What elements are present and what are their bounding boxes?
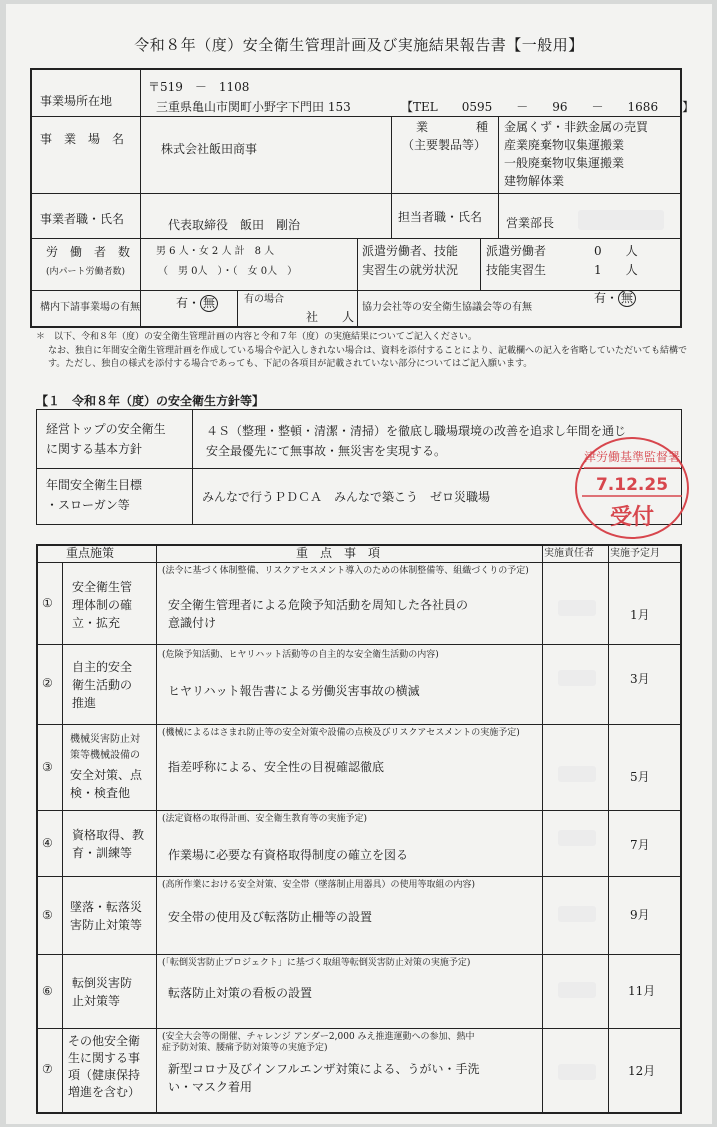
col-header-item: 重 点 事 項 [296, 546, 381, 560]
row-2-measure-3: 推進 [72, 696, 97, 710]
row-2-measure: 自主的安全 [72, 660, 133, 674]
policy-label: 経営トップの安全衛生 [46, 422, 166, 436]
row-5-measure: 墜落・転落災 [70, 900, 143, 914]
section-1-heading: 【１ 令和８年（度）の安全衛生方針等】 [36, 394, 265, 408]
workers-count: 男 6 人・女 2 人 計 8 人 [156, 246, 275, 257]
row-7-measure-2: 生に関する事 [68, 1051, 141, 1065]
row-1-responsible-redacted [558, 600, 596, 616]
row-5-content: 安全帯の使用及び転落防止柵等の設置 [168, 910, 373, 924]
contact-label: 担当者職・氏名 [398, 210, 483, 224]
row-7-note: (安全大会等の開催、チャレンジ アンダー2,000 みえ推進運動への参加、熱中 [162, 1032, 475, 1042]
subcontract-count: 社 人 [306, 310, 355, 324]
industry-item: 建物解体業 [504, 174, 565, 188]
goal-label-2: ・スローガン等 [46, 498, 130, 512]
address: 三重県亀山市関町小野字下門田 153 [156, 100, 351, 114]
company-name: 株式会社飯田商事 [161, 142, 258, 156]
row-4-month: 7月 [630, 838, 650, 852]
row-3-measure-3: 安全対策、点 [70, 768, 143, 782]
row-2-number: ② [42, 676, 53, 690]
row-3-measure: 機械災害防止対 [70, 734, 140, 745]
council-yes: 有 [594, 291, 607, 305]
goal-text: みんなで行うＰＤＣＡ みんなで築こう ゼロ災職場 [202, 490, 491, 504]
row-1-content-2: 意識付け [168, 616, 217, 630]
document-title: 令和８年（度）安全衛生管理計画及び実施結果報告書【一般用】 [134, 36, 584, 54]
stamp-received: 受付 [609, 505, 655, 530]
owner-label: 事業者職・氏名 [40, 212, 125, 226]
row-6-measure: 転倒災害防 [72, 976, 133, 990]
goal-label: 年間安全衛生目標 [46, 478, 143, 492]
row-3-number: ③ [42, 760, 53, 774]
subcontract-no-circled: 無 [200, 295, 218, 312]
row-2-measure-2: 衛生活動の [72, 678, 133, 692]
workers-sub-label: (内パート労働者数) [46, 267, 126, 277]
workplace-label: 事 業 場 名 [40, 132, 125, 146]
row-7-measure-4: 増進を含む） [68, 1085, 141, 1099]
postal-code: 〒519 － 1108 [148, 80, 250, 94]
row-4-measure: 資格取得、教 [72, 828, 145, 842]
row-7-content-2: い・マスク着用 [168, 1080, 253, 1094]
col-header-measure: 重点施策 [66, 546, 115, 560]
industry-item: 金属くず・非鉄金属の売買 [504, 120, 649, 134]
col-header-responsible: 実施責任者 [544, 548, 594, 559]
row-5-measure-2: 害防止対策等 [70, 918, 143, 932]
row-6-measure-2: 止対策等 [72, 994, 121, 1008]
redacted-name [578, 210, 664, 230]
row-5-month: 9月 [630, 908, 650, 922]
subcontract-label: 構内下請事業場の有無 [40, 302, 140, 313]
industry-sub: （主要製品等） [402, 138, 487, 152]
row-3-measure-4: 検・検査他 [70, 786, 131, 800]
row-4-number: ④ [42, 836, 53, 850]
industry-item: 一般廃棄物収集運搬業 [504, 156, 625, 170]
row-6-number: ⑥ [42, 984, 53, 998]
row-3-content: 指差呼称による、安全性の目視確認徹底 [168, 760, 385, 774]
policy-text: ４Ｓ（整理・整頓・清潔・清掃）を徹底し職場環境の改善を追求し年間を通じ [206, 424, 627, 438]
telephone: 【TEL 0595 － 96 － 1686 】 [401, 100, 695, 114]
row-7-responsible-redacted [558, 1064, 596, 1080]
row-4-measure-2: 育・訓練等 [72, 846, 133, 860]
subcontract-yes: 有 [176, 296, 189, 310]
stamp-office: 津労働基準監督署 [583, 450, 681, 464]
row-1-measure-2: 理体制の確 [72, 598, 133, 612]
owner-name: 代表取締役 飯田 剛治 [168, 218, 301, 232]
reception-stamp [574, 436, 690, 540]
row-4-responsible-redacted [558, 830, 596, 846]
dispatch-workers: 派遣労働者 0 人 [486, 244, 638, 258]
row-4-content: 作業場に必要な有資格取得制度の確立を図る [168, 848, 409, 862]
part-workers-count: （ 男 0人 ）・（ 女 0人 ） [158, 266, 298, 277]
col-header-month: 実施予定月 [610, 548, 660, 559]
council-no-circled: 無 [618, 290, 636, 307]
row-6-month: 11月 [628, 984, 656, 998]
report-page [6, 4, 712, 1124]
subcontract-if: 有の場合 [244, 294, 284, 305]
policy-text-2: 安全最優先にて無事故・無災害を実現する。 [206, 444, 447, 458]
row-6-responsible-redacted [558, 982, 596, 998]
trainees: 技能実習生 1 人 [486, 263, 638, 277]
row-3-note: (機械によるはさまれ防止等の安全対策や設備の点検及びリスクアセスメントの実施予定) [162, 728, 520, 738]
row-1-measure: 安全衛生管 [72, 580, 133, 594]
row-2-note: (危険予知活動、ヒヤリハット活動等の自主的な安全衛生活動の内容) [162, 650, 439, 660]
row-2-responsible-redacted [558, 670, 596, 686]
workers-label: 労 働 者 数 [46, 245, 131, 259]
note-line: ＊ 以下、令和８年（度）の安全衛生管理計画の内容と令和７年（度）の実施結果についてご記入ください。 [36, 332, 477, 342]
note-detail: なお、独自に年間安全衛生管理計画を作成している場合や記入しきれない場合は、資料を添付することにより、記載欄への記入を省略していただいても結構です。ただし、独自の様式を添付する場合であっても、下記の各項目が記載されていない部分についてはご記入願います。 [48, 346, 688, 369]
row-7-measure-3: 項（健康保持 [68, 1068, 141, 1082]
industry-label: 業 種 [416, 120, 489, 134]
dispatch-label-2: 実習生の就労状況 [362, 263, 459, 277]
row-1-month: 1月 [630, 608, 650, 622]
row-3-measure-2: 策等機械設備の [70, 750, 140, 761]
subcontract-choice: 有・ 無 [176, 295, 218, 312]
row-5-number: ⑤ [42, 908, 53, 922]
row-2-month: 3月 [630, 672, 650, 686]
location-label: 事業場所在地 [40, 94, 113, 108]
dispatch-label: 派遣労働者、技能 [362, 244, 459, 258]
row-1-measure-3: 立・拡充 [72, 616, 121, 630]
row-1-number: ① [42, 596, 53, 610]
row-7-measure: その他安全衛 [68, 1034, 141, 1048]
council-label: 協力会社等の安全衛生協議会等の有無 [362, 302, 532, 313]
policy-label-2: に関する基本方針 [46, 442, 143, 456]
row-1-note: (法令に基づく体制整備、リスクアセスメント導入のための体制整備等、組織づくりの予定) [162, 566, 529, 576]
council-choice: 有・ 無 [594, 290, 636, 307]
row-4-note: (法定資格の取得計画、安全衛生教育等の実施予定) [162, 814, 368, 824]
row-7-note-2: 症予防対策、腰痛予防対策等の実施予定) [162, 1043, 328, 1053]
row-1-content: 安全衛生管理者による危険予知活動を周知した各社員の [168, 598, 469, 612]
row-5-responsible-redacted [558, 906, 596, 922]
row-6-content: 転落防止対策の看板の設置 [168, 986, 313, 1000]
stamp-date: 7.12.25 [595, 475, 669, 495]
row-3-month: 5月 [630, 770, 650, 784]
contact-name: 営業部長 [506, 216, 555, 230]
row-7-number: ⑦ [42, 1062, 53, 1076]
row-2-content: ヒヤリハット報告書による労働災害事故の横滅 [168, 684, 420, 698]
row-3-responsible-redacted [558, 766, 596, 782]
row-6-note: (「転倒災害防止プロジェクト」に基づく取組等転倒災害防止対策の実施予定) [162, 958, 471, 968]
industry-item: 産業廃棄物収集運搬業 [504, 138, 625, 152]
row-7-month: 12月 [628, 1064, 656, 1078]
row-5-note: (高所作業における安全対策、安全帯（墜落制止用器具）の使用等取組の内容) [162, 880, 476, 890]
row-7-content: 新型コロナ及びインフルエンザ対策による、うがい・手洗 [168, 1062, 480, 1076]
